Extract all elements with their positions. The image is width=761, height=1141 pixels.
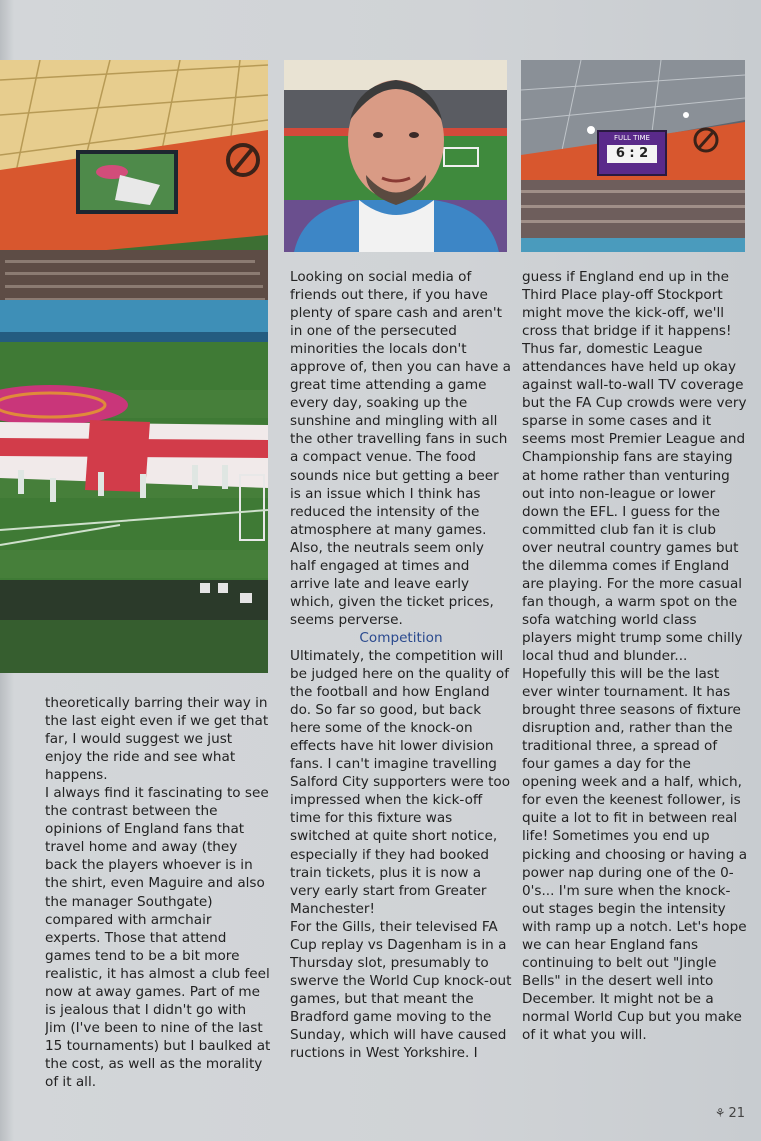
column-2 <box>290 268 512 1090</box>
stadium-flag-photo <box>0 60 268 673</box>
section-heading-competition: Competition <box>359 629 443 646</box>
column-3-text: guess if England end up in the Third Place play-off Stockport might move the kick-off, we'll cross that bridge if it happens! Thus far, domestic League attendances have held up okay against wall-to-wall TV coverage but the FA Cup crowds were very sparse in some cases and it seems most Premier League and Championship fans are staying at home rather than venturing out into non-league or lower down the EFL. I guess for the committed club fan it is club over neutral country games but the dilemma comes if England are playing. For the more casual fan though, a warm spot on the sofa watching world class players might trump some chilly local thud and blunder... Hopefully this will be the last ever winter tournament. It has brought three seasons of fixture disruption and, rather than the traditional three, a spread of four games a day for the opening week and a half, which, for even the keenest follower, is quite a lot to fit in between real life! Sometimes you end up picking and choosing or having a power nap during one of the 0-0's... I'm sure when the knock-out stages begin the intensity with ramp up a notch. Let's hope we can hear England fans continuing to belt out "Jingle Bells" in the desert well into December. It might not be a normal World Cup but you make of it what you will. <box>522 269 748 1043</box>
stadium-scoreboard-photo <box>521 60 745 252</box>
page-number: 21 <box>728 1106 745 1121</box>
scoreboard-label: FULL TIME <box>614 134 650 142</box>
scoreboard <box>597 130 667 176</box>
column-1-text: theoretically barring their way in the last eight even if we get that far, I would suggest we just enjoy the ride and see what happens. I always find it fascinating to see the contrast between the opinions of England fans that travel home and away (they back the players whoever is in the shirt, even Maguire and also the manager Southgate) compared with armchair experts. Those that attend games tend to be a bit more realistic, it has almost a club feel now at away games. Part of me is jealous that I didn't go with Jim (I've been to nine of the last 15 tournaments) but I baulked at the cost, as well as the morality of it all. <box>45 695 271 1088</box>
column-2-text-a: Looking on social media of friends out there, if you have plenty of spare cash and aren't in one of the persecuted minorities the locals don't approve of, then you can have a great time attending a game every day, soaking up the sunshine and mingling with all the other travelling fans in such a compact venue. The food sounds nice but getting a beer is an issue which I think has reduced the intensity of the atmosphere at many games. Also, the neutrals seem only half engaged at times and arrive late and leave early which, given the ticket prices, seems perverse. <box>290 269 511 628</box>
folio-mark-icon: ⚘ <box>714 1106 726 1120</box>
fan-selfie-photo <box>284 60 507 252</box>
scoreboard-score: 6 : 2 <box>607 145 657 163</box>
page-folio <box>715 1106 745 1121</box>
column-2-text-b: Ultimately, the competition will be judged here on the quality of the football and how England do. So far so good, but back here some of the knock-on effects have hit lower division fans. I can't imagine travelling Salford City supporters were too impressed when the kick-off time for this fixture was switched at quite short notice, especially if they had booked train tickets, plus it is now a very early start from Greater Manchester! For the Gills, their televised FA Cup replay vs Dagenham is in a Thursday slot, presumably to swerve the World Cup knock-out games, but that meant the Bradford game moving to the Sunday, which will have caused ructions in West Yorkshire. I <box>290 647 512 1062</box>
